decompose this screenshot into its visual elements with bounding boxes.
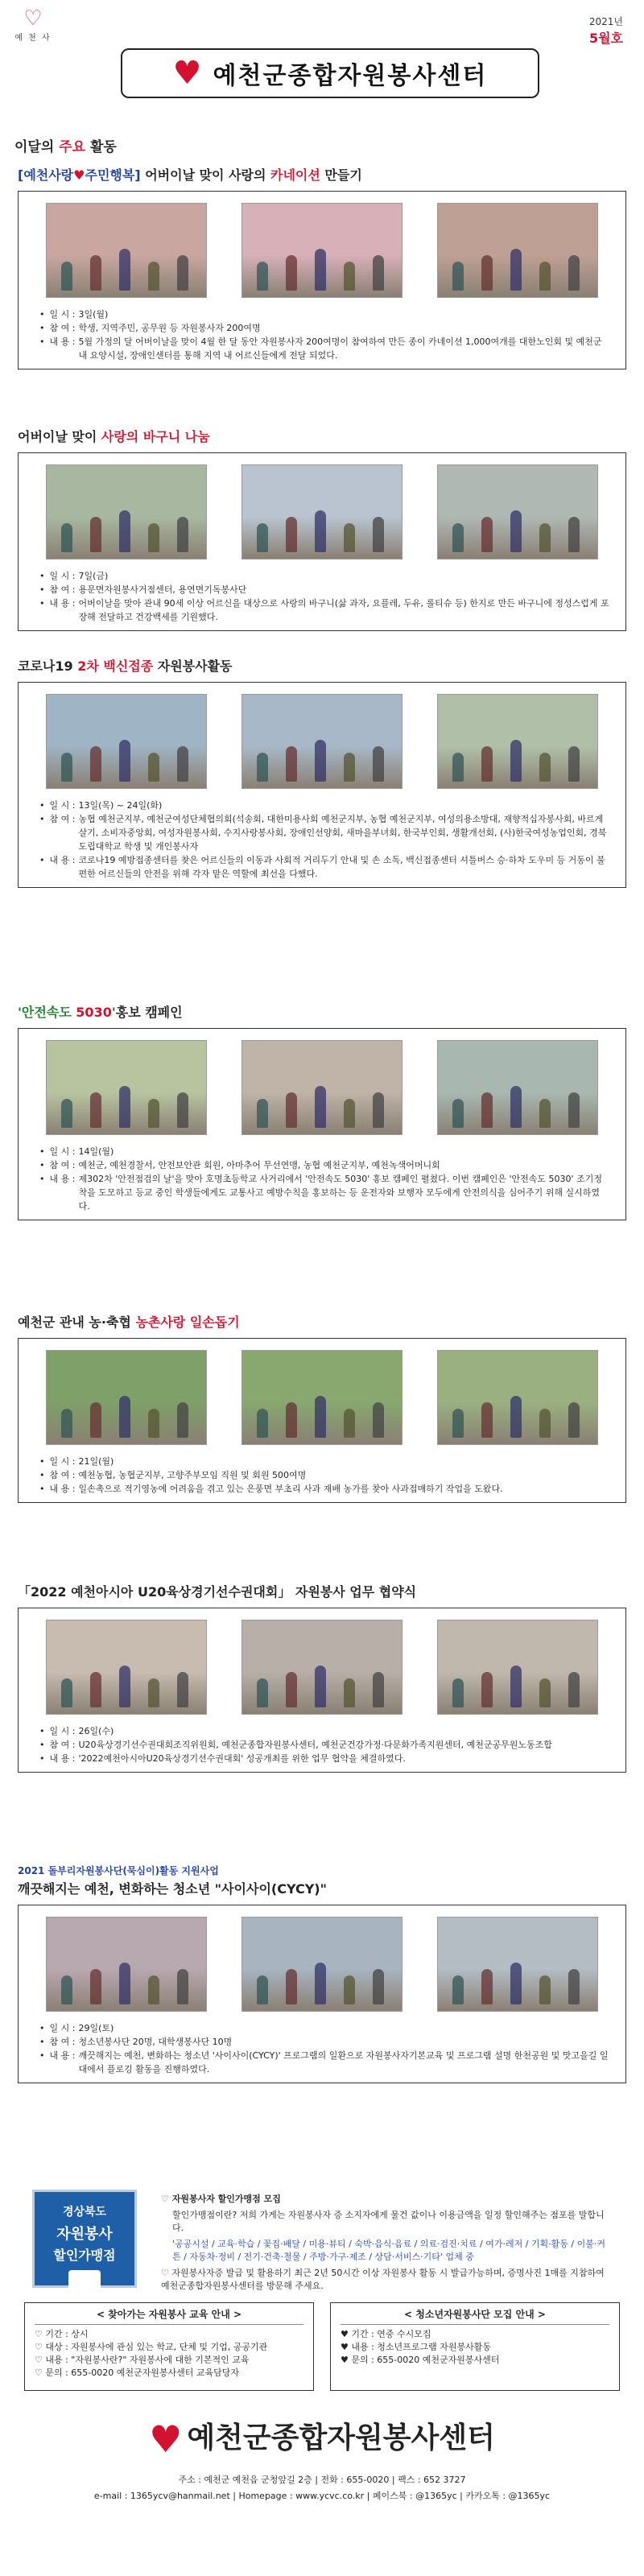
center-logo: [5, 6, 61, 43]
info-key: • 참 여 :: [39, 2035, 75, 2049]
photo-figure: [90, 1672, 101, 1707]
info-key: • 참 여 :: [39, 1468, 75, 1482]
activity-info: [35, 1145, 609, 1213]
activity-photo: [46, 203, 207, 298]
activity-title-part: 홍보 캠페인: [115, 1005, 183, 1020]
section-heading: [14, 135, 117, 155]
activity-photos: [35, 1620, 609, 1715]
activity-title: [18, 1002, 626, 1023]
activity-title-part: 만들기: [320, 167, 362, 183]
center-title: 예천군종합자원봉사센터: [213, 62, 488, 90]
center-title-box: [121, 48, 539, 98]
activity-info: [35, 2021, 609, 2076]
activity-box: [18, 452, 626, 631]
info-key: • 일 시 :: [39, 308, 75, 321]
photo-figure: [257, 1409, 268, 1438]
promo-text: [161, 2193, 612, 2296]
photo-figure: [481, 1969, 493, 2004]
info-value: 제302차 '안전점검의 날'을 맞아 호명초등학교 사거리에서 '안전속도 5030' 홍보 캠페인 펼쳤다. 이번 캠페인은 '안전속도 5030' 조기정착을 도모하고 등교 중인 학생들에게도 교통사고 예방수칙을 홍보하는 등 운전자와 보행자 모두에게 안전의식을 심어주기 위해 실시하였다.: [78, 1174, 602, 1212]
activity-title-part: 농촌사랑 일손돕기: [135, 1315, 240, 1330]
activity-info: [35, 1455, 609, 1496]
photo-figure: [315, 510, 326, 552]
photo-figure: [481, 746, 493, 782]
info-value: 깨끗해지는 예천, 변화하는 청소년 '사이사이(CYCY)' 프로그램의 일환으로 자원봉사자기본교육 및 프로그램 설명 한천공원 및 맛고을길 일대에서 플로깅 활동을 진행하였다.: [78, 2050, 609, 2074]
info-value: 어버이날을 맞아 관내 90세 이상 어르신을 대상으로 사랑의 바구니(삶 과자, 요플레, 두유, 롤티슈 등) 한지로 만든 바구니에 정성스럽게 포장해 전달하고 건강백세를 기원했다.: [78, 598, 609, 622]
photo-figure: [481, 1402, 493, 1438]
activity-photo: [46, 1917, 207, 2012]
photo-figure: [315, 1666, 326, 1707]
photo-figure: [510, 1396, 522, 1438]
photo-figure: [119, 249, 130, 291]
card-line-1: 경상북도: [62, 2206, 107, 2219]
photo-figure: [315, 1963, 326, 2004]
activity-info: [35, 308, 609, 362]
photo-figure: [148, 1678, 159, 1707]
activity-box: [18, 1608, 626, 1773]
photo-figure: [315, 1396, 326, 1438]
section-heading-highlight: 주요: [59, 139, 86, 155]
photo-figure: [148, 1975, 159, 2004]
photo-figure: [286, 1402, 297, 1438]
activity-title: [18, 1879, 626, 1900]
activity-info-row: [39, 812, 609, 853]
photo-figure: [344, 1409, 355, 1438]
photo-figure: [315, 740, 326, 782]
photo-figure: [119, 1396, 130, 1438]
activity-photos: [35, 203, 609, 298]
education-announcement: [24, 2302, 314, 2391]
photo-figure: [510, 510, 522, 552]
info-value: 29일(토): [78, 2023, 114, 2033]
photo-figure: [510, 1963, 522, 2004]
activity-info-row: [39, 1752, 609, 1765]
info-key: • 내 용 :: [39, 1482, 75, 1496]
photo-figure: [510, 1666, 522, 1707]
photo-figure: [344, 753, 355, 782]
photo-figure: [452, 1678, 464, 1707]
photo-figure: [481, 1092, 493, 1128]
photo-figure: [452, 262, 464, 291]
activity-title: [18, 165, 626, 186]
education-line: ♡ 문의 : 655-0020 예천군자원봉사센터 교육담당자: [35, 2368, 240, 2378]
card-line-2: 자원봉사: [56, 2226, 113, 2243]
youth-recruit-line: ♥ 내용 : 청소년프로그램 자원봉사활동: [341, 2342, 491, 2352]
photo-figure: [452, 753, 464, 782]
info-value: 청소년봉사단 20명, 대학생봉사단 10명: [78, 2037, 233, 2047]
photo-figure: [344, 262, 355, 291]
promo-categories: '공공시설 / 교육·학습 / 꽃집·배달 / 미용·뷰티 / 숙박·음식·음료 / 의료·검진·치료 / 여가·레저 / 기획·활동 / 이불·커튼 / 자동차·정비 / 전기·건축·철물 / 주방·가구·제조 / 상담·서비스·기타' 업체 중: [172, 2239, 605, 2262]
photo-figure: [119, 1963, 130, 2004]
photo-figure: [61, 1975, 72, 2004]
photo-figure: [119, 1086, 130, 1128]
photo-figure: [90, 255, 101, 291]
activity-box: [18, 1338, 626, 1503]
activity-photo: [46, 1350, 207, 1445]
activity-info-row: [39, 597, 609, 624]
info-value: 7일(금): [78, 571, 109, 581]
photo-figure: [177, 1092, 188, 1128]
activity-info: [35, 1724, 609, 1765]
photo-figure: [539, 523, 551, 552]
activity-photos: [35, 464, 609, 559]
activity-photo: [437, 1040, 598, 1135]
photo-figure: [119, 510, 130, 552]
activity-title-part: 주민행복]: [85, 167, 141, 183]
photo-figure: [344, 523, 355, 552]
activity-info: [35, 799, 609, 881]
activity-photo: [437, 1620, 598, 1715]
activity-photo: [437, 694, 598, 789]
section-heading-prefix: 이달의: [14, 139, 60, 155]
youth-recruit-announcement: [330, 2302, 620, 2391]
photo-figure: [148, 1409, 159, 1438]
promo-card-info: ♡ 자원봉사자증 발급 및 활용하기 최근 2년 50시간 이상 자원봉사 활동 시 발급가능하며, 증명사진 1매를 지참하여 예천군종합자원봉사센터를 방문해 주세요.: [161, 2267, 612, 2293]
activity-info-row: [39, 2035, 609, 2049]
info-key: • 내 용 :: [39, 853, 75, 881]
info-value: 13일(목) ~ 24일(화): [78, 800, 163, 811]
photo-figure: [373, 517, 384, 552]
photo-figure: [373, 1672, 384, 1707]
photo-figure: [257, 753, 268, 782]
photo-figure: [286, 1672, 297, 1707]
footer-contact: e-mail : 1365ycv@hanmail.net | Homepage : www.ycvc.co.kr | 페이스북 : @1365yc | 카카오톡 : @1365yc: [93, 2491, 551, 2501]
photo-figure: [257, 262, 268, 291]
issue-month: 5월호: [588, 31, 623, 46]
info-key: • 내 용 :: [39, 597, 75, 624]
photo-figure: [148, 1099, 159, 1128]
activity-box: [18, 682, 626, 888]
activity-title-part: 코로나19: [18, 658, 78, 674]
photo-figure: [568, 517, 580, 552]
photo-figure: [177, 746, 188, 782]
activity-block: [18, 1002, 626, 1220]
info-value: 26일(수): [78, 1726, 114, 1736]
photo-figure: [61, 1099, 72, 1128]
info-key: • 참 여 :: [39, 1158, 75, 1172]
youth-recruit-line: ♥ 기간 : 연중 수시모집: [341, 2329, 431, 2339]
activity-title: [18, 656, 626, 677]
activity-photo: [437, 1917, 598, 2012]
photo-figure: [452, 1099, 464, 1128]
info-value: 학생, 지역주민, 공무원 등 자원봉사자 200여명: [78, 323, 261, 333]
photo-figure: [344, 1099, 355, 1128]
activity-info-row: [39, 1468, 609, 1482]
activity-info-row: [39, 335, 609, 362]
photo-figure: [315, 1086, 326, 1128]
activity-info-row: [39, 569, 609, 583]
info-key: • 일 시 :: [39, 1145, 75, 1158]
heart-icon: ♥: [172, 55, 202, 92]
activity-title: [18, 1312, 626, 1333]
activity-info-row: [39, 1724, 609, 1738]
info-key: • 참 여 :: [39, 583, 75, 597]
activity-info-row: [39, 1455, 609, 1468]
activity-photo: [242, 694, 402, 789]
activity-info-row: [39, 583, 609, 597]
activity-info-row: [39, 2021, 609, 2035]
education-line: ♡ 내용 : "자원봉사란?" 자원봉사에 대한 기본적인 교육: [35, 2355, 250, 2365]
activity-info: [35, 569, 609, 624]
activity-title-part: 자원봉사활동: [153, 658, 233, 674]
info-key: • 참 여 :: [39, 1738, 75, 1752]
youth-recruit-title: < 청소년자원봉사단 모집 안내 >: [341, 2308, 609, 2325]
photo-figure: [286, 255, 297, 291]
photo-figure: [315, 249, 326, 291]
section-heading-suffix: 활동: [85, 139, 117, 155]
info-key: • 일 시 :: [39, 1455, 75, 1468]
info-key: • 일 시 :: [39, 1724, 75, 1738]
activity-block: [18, 1312, 626, 1503]
info-key: • 일 시 :: [39, 2021, 75, 2035]
photo-figure: [257, 1099, 268, 1128]
activity-block: [18, 427, 626, 631]
newsletter-header: [0, 0, 644, 109]
activity-box: [18, 191, 626, 369]
youth-recruit-line: ♥ 문의 : 655-0020 예천군자원봉사센터: [341, 2355, 500, 2365]
photo-figure: [257, 1678, 268, 1707]
footer-address: 주소 : 예천군 예천읍 군청앞길 2층 | 전화 : 655-0020 | 팩스 : 652 3727: [178, 2475, 466, 2485]
photo-figure: [481, 1672, 493, 1707]
activity-title-part: 2차 백신접종: [77, 658, 154, 674]
activity-photo: [46, 464, 207, 559]
activity-title-part: 5030: [76, 1005, 112, 1020]
logo-text: 예 천 사: [14, 34, 52, 43]
photo-figure: [148, 523, 159, 552]
activity-title: [18, 1582, 626, 1603]
photo-figure: [61, 753, 72, 782]
education-line: ♡ 기간 : 상시: [35, 2329, 89, 2339]
education-line: ♡ 대상 : 자원봉사에 관심 있는 학교, 단체 및 기업, 공공기관: [35, 2342, 268, 2352]
photo-figure: [119, 740, 130, 782]
activity-title-part: 깨끗해지는 예천, 변화하는 청소년 "사이사이(CYCY)": [18, 1881, 327, 1897]
discount-store-card: [32, 2190, 137, 2288]
info-value: 5월 가정의 달 어버이날을 맞이 4월 한 달 동안 자원봉사자 200여명이 참여하여 만든 종이 카네이션 1,000여개를 대한노인회 및 예천군내 요양시설, 장애인센터를 통해 지역 내 어르신들에게 전달 되었다.: [78, 336, 602, 361]
activity-title-part: '안전속도: [18, 1005, 76, 1020]
info-value: 예천농협, 농협군지부, 고향주부모임 직원 및 회원 500여명: [78, 1470, 307, 1480]
discount-store-promo: [32, 2190, 612, 2290]
activity-box: [18, 1028, 626, 1220]
photo-figure: [481, 255, 493, 291]
photo-figure: [286, 1092, 297, 1128]
activity-info-row: [39, 799, 609, 812]
activity-photo: [242, 1917, 402, 2012]
activity-photo: [437, 203, 598, 298]
info-value: 21일(월): [78, 1456, 114, 1467]
activity-photos: [35, 1040, 609, 1135]
activity-photos: [35, 694, 609, 789]
angel-wing-heart-icon: ♡: [23, 6, 43, 31]
photo-figure: [510, 249, 522, 291]
activity-info-row: [39, 308, 609, 321]
photo-figure: [568, 1092, 580, 1128]
activity-title: [18, 427, 626, 448]
activity-block: [18, 165, 626, 369]
photo-figure: [344, 1678, 355, 1707]
photo-figure: [61, 262, 72, 291]
photo-figure: [452, 1409, 464, 1438]
activity-title-part: 어버이날 맞이: [18, 429, 101, 444]
photo-figure: [373, 255, 384, 291]
photo-figure: [90, 746, 101, 782]
photo-figure: [177, 255, 188, 291]
activity-box: [18, 1905, 626, 2083]
activity-photo: [437, 464, 598, 559]
activity-title-part: 「2022 예천아시아 U20육상경기선수권대회」 자원봉사 업무 협약식: [18, 1584, 417, 1600]
photo-figure: [90, 1402, 101, 1438]
card-line-3: 할인가맹점: [53, 2248, 116, 2263]
activity-info-row: [39, 1145, 609, 1158]
promo-desc: 할인가맹점이란? 저희 가게는 자원봉사자 증 소지자에게 물건 값이나 이용금액을 일정 할인해주는 점포를 말합니다.: [172, 2210, 605, 2233]
issue-year: 2021년: [588, 16, 623, 27]
footer-title-text: 예천군종합자원봉사센터: [187, 2421, 495, 2454]
info-key: • 참 여 :: [39, 812, 75, 853]
photo-figure: [373, 746, 384, 782]
photo-figure: [568, 1969, 580, 2004]
info-key: • 일 시 :: [39, 799, 75, 812]
info-value: 14일(월): [78, 1146, 114, 1157]
photo-figure: [568, 1402, 580, 1438]
activity-photo: [46, 1620, 207, 1715]
activity-info-row: [39, 1158, 609, 1172]
photo-figure: [452, 523, 464, 552]
photo-figure: [373, 1402, 384, 1438]
activity-title-part: 어버이날 맞이 사랑의: [140, 167, 271, 183]
promo-title: ♡ 자원봉사자 할인가맹점 모집: [161, 2193, 612, 2206]
photo-figure: [286, 517, 297, 552]
activity-info-row: [39, 853, 609, 881]
photo-figure: [177, 517, 188, 552]
activity-photos: [35, 1350, 609, 1445]
photo-figure: [373, 1969, 384, 2004]
photo-figure: [61, 1409, 72, 1438]
photo-figure: [90, 1969, 101, 2004]
education-title: < 찾아가는 자원봉사 교육 안내 >: [35, 2308, 303, 2325]
photo-figure: [568, 746, 580, 782]
activity-info-row: [39, 1482, 609, 1496]
info-value: 일손촉으로 적기영농에 어려움을 겪고 있는 은풍면 부초리 사과 재배 농가를 찾아 사과접매하기 작업을 도왔다.: [78, 1484, 503, 1494]
photo-figure: [257, 523, 268, 552]
info-value: 농협 예천군지부, 예천군여성단체협의회(석송회, 대한미용사회 예천군지부, 농협 예천군지부, 여성의용소방대, 재향적십자봉사회, 바르게살기, 소비자중앙회, 여성자원봉사회, 수지사랑봉사회, 장애인선양회, 새마을부녀회, 한국부인회, 생활개선회, (사)한국여성농업인회, 경북도립대학교 학생 및 개인봉사자: [78, 814, 607, 852]
issue-info: [589, 14, 623, 47]
activity-photo: [242, 1040, 402, 1135]
photo-figure: [177, 1969, 188, 2004]
photo-figure: [568, 255, 580, 291]
info-key: • 참 여 :: [39, 321, 75, 335]
activity-title-part: ♥: [73, 167, 85, 183]
info-value: 3일(월): [78, 309, 109, 320]
photo-figure: [90, 517, 101, 552]
photo-figure: [539, 262, 551, 291]
photo-figure: [452, 1975, 464, 2004]
info-key: • 내 용 :: [39, 1172, 75, 1213]
activity-title-part: 예천군 관내 농·축협: [18, 1315, 136, 1330]
photo-figure: [539, 1678, 551, 1707]
footer-title: [0, 2415, 644, 2461]
info-value: 예천군, 예천경찰서, 안전보안관 회원, 아마추어 무선연맹, 농협 예천군지부, 예천녹색어머니회: [78, 1160, 440, 1170]
info-value: 용문면자원봉사거점센터, 용연면기독봉사단: [78, 584, 247, 595]
photo-figure: [177, 1672, 188, 1707]
photo-figure: [177, 1402, 188, 1438]
activity-photo: [242, 1350, 402, 1445]
activity-photos: [35, 1917, 609, 2012]
photo-figure: [286, 746, 297, 782]
activity-info-row: [39, 1172, 609, 1213]
photo-figure: [344, 1975, 355, 2004]
photo-figure: [539, 753, 551, 782]
activity-title-part: [예천사랑: [18, 167, 74, 183]
photo-figure: [148, 753, 159, 782]
activity-block: [18, 1864, 626, 2083]
info-key: • 내 용 :: [39, 2049, 75, 2076]
photo-figure: [539, 1975, 551, 2004]
activity-info-row: [39, 321, 609, 335]
photo-figure: [90, 1092, 101, 1128]
photo-figure: [286, 1969, 297, 2004]
activity-photo: [46, 1040, 207, 1135]
activity-photo: [242, 203, 402, 298]
photo-figure: [373, 1092, 384, 1128]
info-value: '2022예천아시아U20육상경기선수권대회' 성공개최를 위한 업무 협약을 체결하였다.: [78, 1753, 406, 1764]
info-value: 코로나19 예방접종센터를 찾은 어르신들의 이동과 사회적 거리두기 안내 및 손 소독, 백신접종센터 셔틀버스 승·하차 도우미 등 거동이 불편한 어르신들의 안전을 위해 각자 맡은 역할에 최선을 다했다.: [78, 855, 605, 879]
footer: [0, 2407, 644, 2576]
activity-info-row: [39, 2049, 609, 2076]
photo-figure: [148, 262, 159, 291]
heart-icon: ♥: [149, 2417, 183, 2461]
photo-figure: [257, 1975, 268, 2004]
activity-title-part: 카네이션: [270, 167, 320, 183]
photo-figure: [539, 1409, 551, 1438]
photo-figure: [510, 1086, 522, 1128]
activity-photo: [242, 464, 402, 559]
activity-block: [18, 1582, 626, 1773]
photo-figure: [539, 1099, 551, 1128]
activity-title-part: ': [111, 1005, 116, 1020]
photo-figure: [119, 1666, 130, 1707]
activity-photo: [437, 1350, 598, 1445]
activity-info-row: [39, 1738, 609, 1752]
activity-title-part: 사랑의 바구니 나눔: [101, 429, 210, 444]
activity-block: [18, 656, 626, 888]
photo-figure: [61, 1678, 72, 1707]
info-value: U20육상경기선수권대회조직위원회, 예천군종합자원봉사센터, 예천군건강가정·다문화가족지원센터, 예천군공무원노동조합: [78, 1740, 552, 1750]
photo-figure: [481, 517, 493, 552]
photo-figure: [568, 1672, 580, 1707]
info-key: • 일 시 :: [39, 569, 75, 583]
activity-photo: [46, 694, 207, 789]
photo-figure: [61, 523, 72, 552]
info-key: • 내 용 :: [39, 1752, 75, 1765]
activity-subtitle: 2021 돌부리자원봉사단(묵심이)활동 지원사업: [18, 1865, 219, 1876]
photo-figure: [510, 740, 522, 782]
info-key: • 내 용 :: [39, 335, 75, 362]
store-sign-icon: [68, 2270, 101, 2294]
activity-photo: [242, 1620, 402, 1715]
